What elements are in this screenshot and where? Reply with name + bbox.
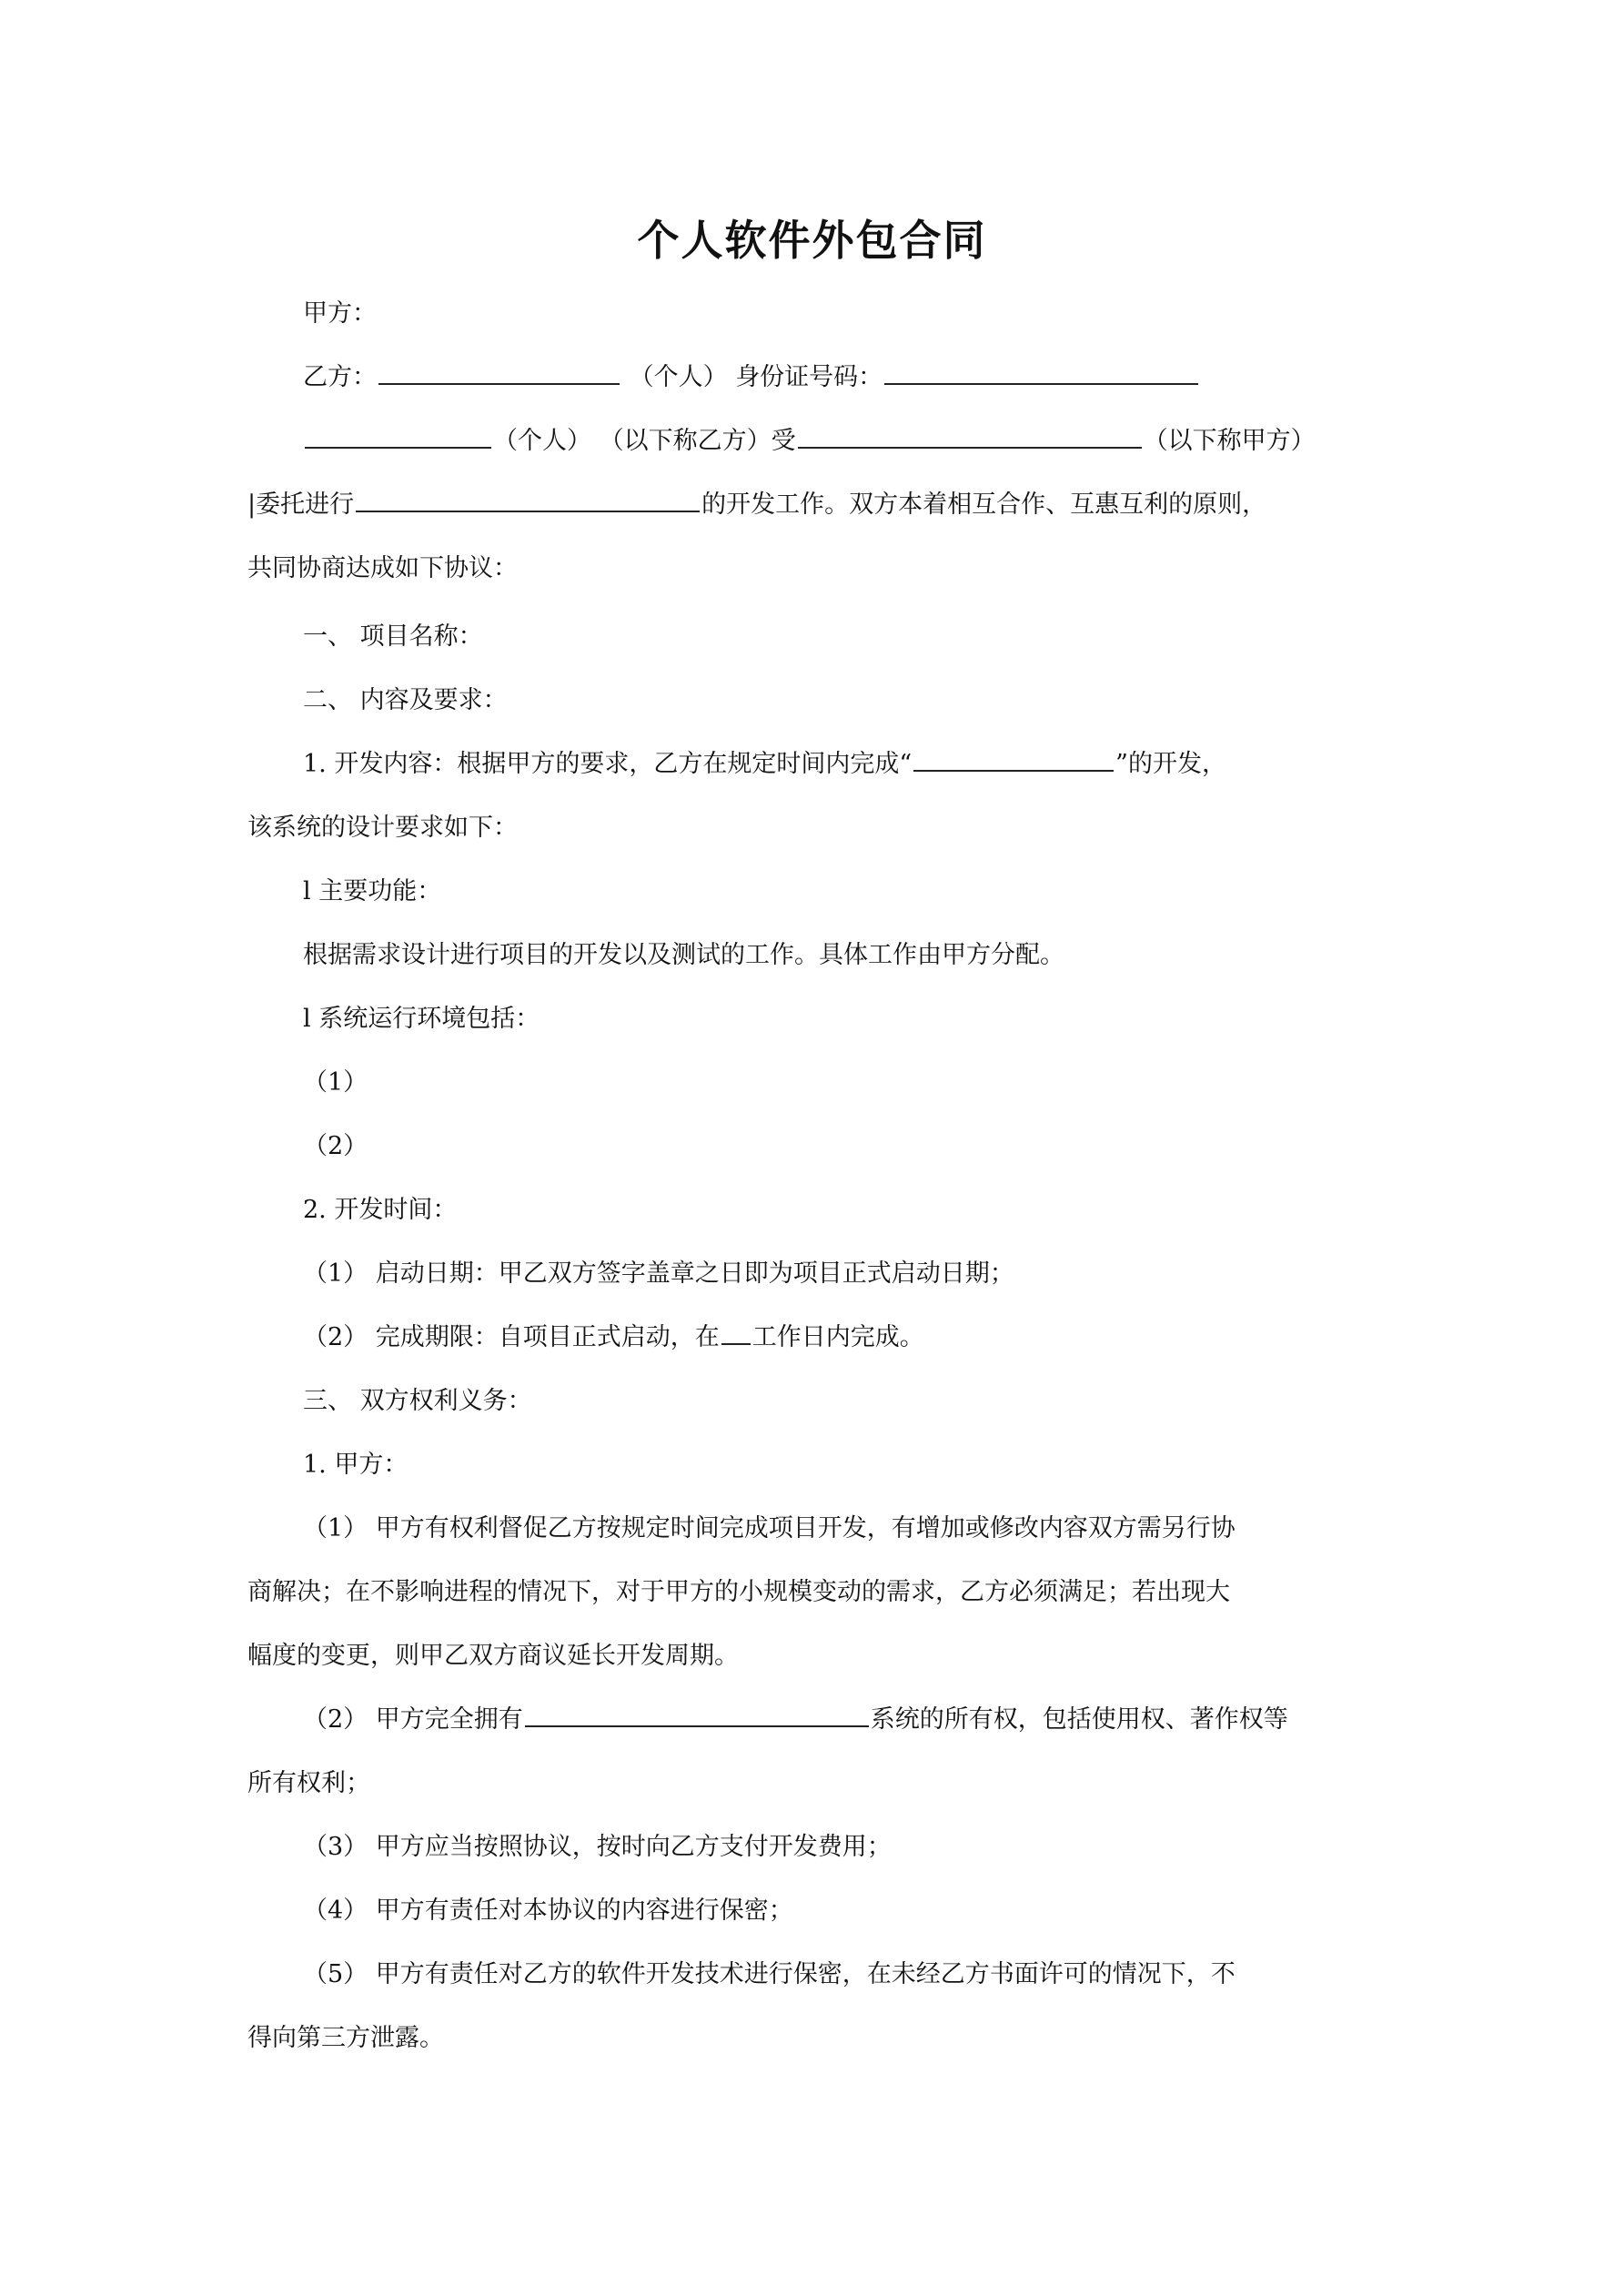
party-b-name-blank-2[interactable] — [305, 423, 491, 449]
party-a-label: 甲方： — [303, 299, 377, 328]
section-2-heading: 二、 内容及要求： — [303, 686, 508, 714]
party-b-label: 乙方： — [303, 363, 377, 391]
intro-individual: （个人） — [493, 427, 591, 455]
intro-line-3: 共同协商达成如下协议： — [247, 554, 518, 582]
environment-item-1: （1） — [303, 1068, 368, 1097]
duty-a2-line-2: 所有权利； — [247, 1769, 370, 1797]
dev-content-line — [303, 746, 1226, 783]
duty-a2-line-1 — [303, 1702, 1288, 1738]
duty-a1-line-1: （1） 甲方有权利督促乙方按规定时间完成项目开发，有增加或修改内容双方需另行协 — [303, 1514, 1236, 1542]
duty-a1-line-3: 幅度的变更，则甲乙双方商议延长开发周期。 — [247, 1642, 739, 1670]
duty-a3: （3） 甲方应当按照协议，按时向乙方支付开发费用； — [303, 1833, 892, 1861]
deadline-suffix: 工作日内完成。 — [751, 1323, 924, 1351]
duty-a2-suffix: 系统的所有权，包括使用权、著作权等 — [870, 1705, 1288, 1734]
duty-a5-line-2: 得向第三方泄露。 — [247, 2024, 444, 2052]
main-function-label: l 主要功能： — [303, 877, 442, 905]
id-number-blank[interactable] — [884, 359, 1198, 385]
workdays-blank[interactable] — [721, 1320, 751, 1345]
party-b-individual: （个人） — [629, 363, 728, 391]
document-title: 个人软件外包合同 — [637, 216, 987, 265]
intro-principle: 的开发工作。双方本着相互合作、互惠互利的原则， — [701, 491, 1267, 519]
deadline-line — [303, 1320, 924, 1356]
intro-line-1 — [303, 423, 1316, 460]
system-name-blank[interactable] — [913, 746, 1114, 772]
duty-a4: （4） 甲方有责任对本协议的内容进行保密； — [303, 1896, 793, 1925]
section-3-heading: 三、 双方权利义务： — [303, 1387, 532, 1415]
main-function-text: 根据需求设计进行项目的开发以及测试的工作。具体工作由甲方分配。 — [303, 941, 1064, 969]
party-b-line — [303, 359, 1200, 396]
section-1-heading: 一、 项目名称： — [303, 622, 483, 651]
design-req-line: 该系统的设计要求如下： — [247, 814, 518, 842]
intro-entrust: |委托进行 — [247, 491, 355, 519]
party-a-line — [303, 296, 377, 332]
environment-item-2: （2） — [303, 1132, 368, 1160]
start-date-line: （1） 启动日期：甲乙双方签字盖章之日即为项目正式启动日期； — [303, 1259, 1014, 1288]
duty-a2-text: （2） 甲方完全拥有 — [303, 1705, 523, 1734]
party-b-name-blank[interactable] — [378, 359, 620, 385]
id-number-label: 身份证号码： — [735, 363, 883, 391]
duty-a1-line-2: 商解决；在不影响进程的情况下，对于甲方的小规模变动的需求，乙方必须满足；若出现大 — [247, 1578, 1230, 1606]
project-blank[interactable] — [356, 487, 700, 512]
dev-content-suffix: ”的开发， — [1115, 750, 1226, 778]
duty-a5-line-1: （5） 甲方有责任对乙方的软件开发技术进行保密，在未经乙方书面许可的情况下，不 — [303, 1960, 1236, 1988]
intro-line-2 — [247, 487, 1266, 523]
intro-hereinafter-a: （以下称甲方） — [1143, 427, 1316, 455]
deadline-text: （2） 完成期限：自项目正式启动，在 — [303, 1323, 720, 1351]
dev-time-heading: 2. 开发时间： — [303, 1196, 458, 1224]
party-a-duties-heading: 1. 甲方： — [303, 1451, 409, 1479]
intro-hereinafter-b: （以下称乙方）受 — [599, 427, 796, 455]
dev-content-text: 1. 开发内容：根据甲方的要求，乙方在规定时间内完成“ — [303, 750, 913, 778]
environment-label: l 系统运行环境包括： — [303, 1005, 540, 1033]
party-a-name-blank[interactable] — [798, 423, 1142, 449]
ownership-system-blank[interactable] — [525, 1702, 869, 1727]
